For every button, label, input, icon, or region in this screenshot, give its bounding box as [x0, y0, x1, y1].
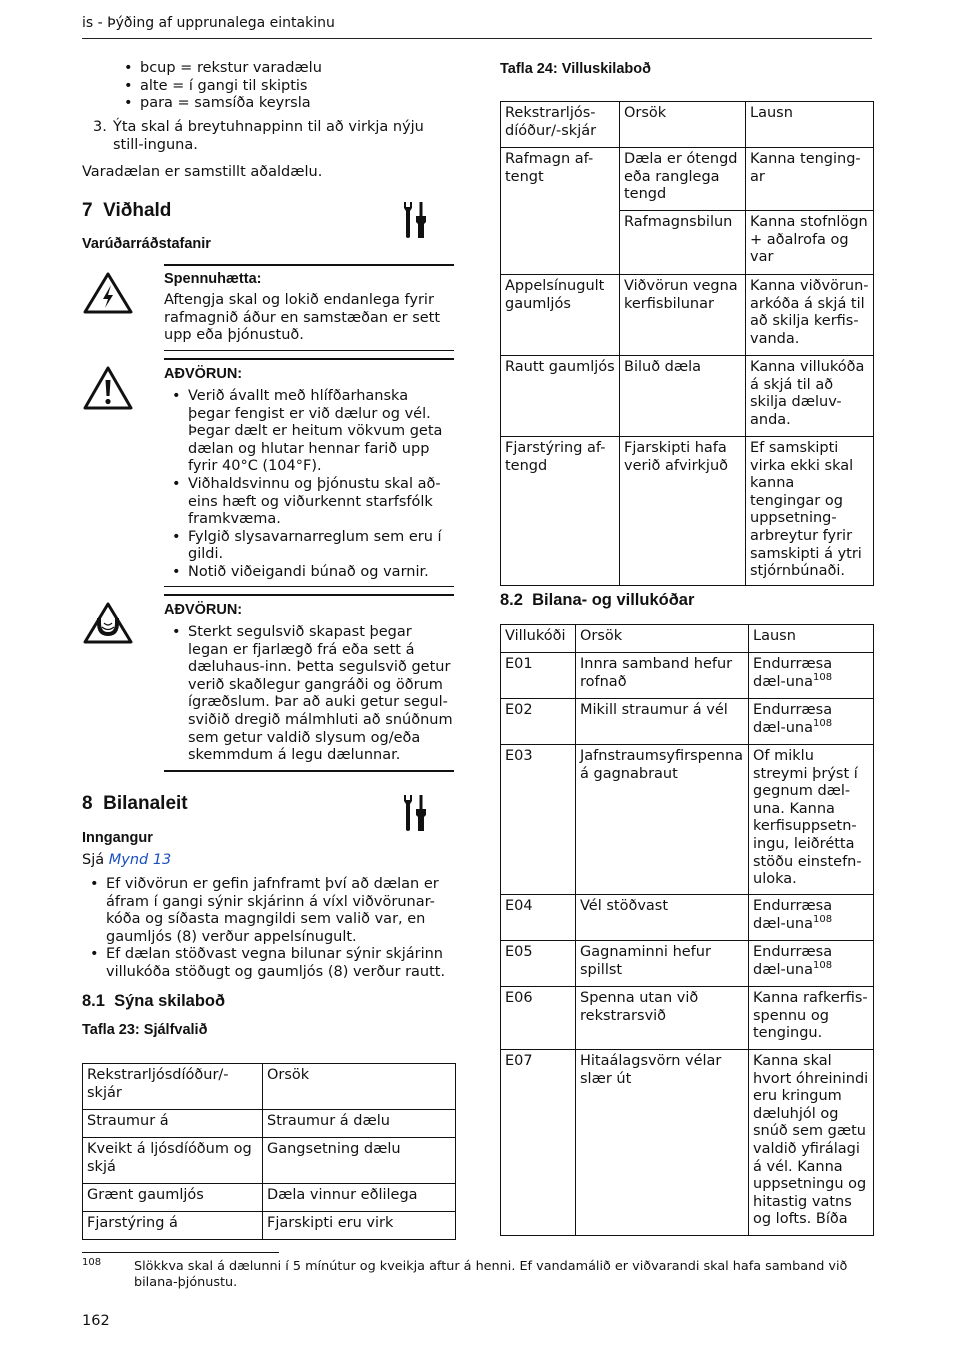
solution-text: Endurræsa dæl-una — [753, 656, 833, 690]
section-title: Bilana- og villukóðar — [532, 591, 695, 609]
mode-term: alte — [140, 77, 168, 94]
table-row — [83, 1138, 456, 1184]
subsection-title: Inngangur — [82, 830, 153, 846]
mode-desc: = samsíða keyrsla — [172, 95, 311, 112]
table-cell: Fjarskipti hafa verið afvirkjuð — [620, 437, 746, 586]
footnote-divider — [82, 1252, 279, 1253]
list-item: • Fylgið slysavarnarreglum sem eru í gildi. — [172, 529, 454, 564]
table-cell: Mikill straumur á vél — [576, 699, 749, 745]
table-cell: Dæla vinnur eðlilega — [263, 1184, 456, 1212]
table-caption: Tafla 23: Sjálfvalið — [82, 1022, 208, 1038]
warning-rule — [164, 358, 454, 360]
subsection-title: Varúðarráðstafanir — [82, 236, 211, 252]
table-cell: Biluð dæla — [620, 356, 746, 437]
step-text: Ýta skal á breytuhnappinn til að virkja nýju still-inguna. — [113, 119, 424, 153]
table-24 — [500, 101, 874, 586]
table-cell: Fjarskipti eru virk — [263, 1212, 456, 1240]
table-row — [501, 275, 874, 356]
column-header: Orsök — [263, 1064, 456, 1110]
warning-title: Spennuhætta: — [164, 271, 262, 287]
section-8-1-heading — [82, 992, 225, 1011]
error-code: E06 — [501, 987, 576, 1050]
error-code: E04 — [501, 895, 576, 941]
magnetic-field-warning-icon — [82, 601, 134, 645]
table-cell: Kanna viðvörun-arkóða á skjá til að skilja kerfis-vanda. — [746, 275, 874, 356]
warning-title: AÐVÖRUN: — [164, 366, 243, 382]
table-cell: Straumur á — [83, 1110, 263, 1138]
table-row — [501, 699, 874, 745]
footnote-ref: 108 — [812, 959, 833, 971]
see-reference — [82, 852, 171, 870]
table-row — [501, 437, 874, 586]
error-code: E03 — [501, 745, 576, 895]
table-row — [501, 745, 874, 895]
figure-link[interactable]: Mynd 13 — [108, 852, 172, 868]
section-number: 8.2 — [500, 591, 523, 609]
table-cell: Rautt gaumljós — [501, 356, 620, 437]
table-cell — [749, 653, 874, 699]
warning-rule — [164, 586, 454, 587]
warning-title: AÐVÖRUN: — [164, 602, 243, 618]
table-cell — [749, 699, 874, 745]
page-number: 162 — [82, 1313, 110, 1329]
table-cell: Rafmagn af-tengt — [501, 148, 620, 275]
table-cell: Jafnstraumsyfirspenna á gagnabraut — [576, 745, 749, 895]
running-header: is - Þýðing af upprunalega eintakinu — [82, 15, 335, 31]
step-number: 3. — [93, 119, 107, 135]
footnote-ref: 108 — [812, 717, 833, 729]
table-row — [501, 1050, 874, 1236]
column-header: Rekstrarljós-díóður/-skjár — [501, 102, 620, 148]
table-header-row — [501, 625, 874, 653]
table-cell: Kanna villukóða á skjá til að skilja dæluv-anda. — [746, 356, 874, 437]
table-cell: Dæla er ótengd eða ranglega tengd — [620, 148, 746, 211]
table-row — [501, 653, 874, 699]
error-code: E07 — [501, 1050, 576, 1236]
solution-text: Endurræsa dæl-una — [753, 702, 833, 736]
section-number: 7 — [82, 200, 93, 221]
table-row — [501, 148, 874, 211]
table-row — [501, 895, 874, 941]
warning-list — [172, 624, 454, 765]
table-cell: Fjarstýring á — [83, 1212, 263, 1240]
table-cell — [749, 941, 874, 987]
list-item: • Viðhaldsvinnu og þjónustu skal að-eins hæft og viðurkennt starfsfólk framkvæma. — [172, 476, 454, 529]
table-23 — [82, 1063, 456, 1240]
list-item — [124, 95, 454, 113]
table-cell: Vél stöðvast — [576, 895, 749, 941]
table-cell: Fjarstýring af-tengd — [501, 437, 620, 586]
section-title: Bilanaleit — [103, 793, 188, 814]
column-header: Rekstrarljósdíóður/-skjár — [83, 1064, 263, 1110]
see-prefix: Sjá — [82, 852, 109, 868]
section-8-heading — [82, 793, 188, 815]
warning-rule — [164, 594, 454, 596]
list-item: • Verið ávallt með hlífðarhanska þegar fengist er við dælur og vél. Þegar dælt er heitum vökvum geta dælan og hlutar hennar farið upp fyrir 40°C (104°F). — [172, 388, 454, 476]
column-header: Lausn — [749, 625, 874, 653]
list-item: • Sterkt segulsvið skapast þegar legan er fjarlægð frá eða sett á dæluhaus-inn. Þetta segulsvið getur verið skaðlegur gangráði og öðrum ígræðslum. Þar að auki getur segul-sviðið dregið málmhluti að snúðnum sem getur valdið slysum og/eða skemmdum á legu dælunnar. — [172, 624, 454, 765]
table-cell: Kanna stofnlögn + aðalrofa og var — [746, 211, 874, 275]
table-cell — [749, 895, 874, 941]
table-row — [501, 941, 874, 987]
table-cell: Rafmagnsbilun — [620, 211, 746, 275]
table-row — [83, 1184, 456, 1212]
section-7-heading — [82, 200, 171, 222]
section-number: 8.1 — [82, 992, 105, 1010]
table-row — [83, 1110, 456, 1138]
table-cell: Of miklu streymi þrýst í gegnum dæl-una. Kanna kerfisuppsetn-ingu, leiðrétta stöðu einstefn-uloka. — [749, 745, 874, 895]
table-cell: Gagnaminni hefur spillst — [576, 941, 749, 987]
solution-text: Endurræsa dæl-una — [753, 944, 833, 978]
section-8-2-heading — [500, 591, 694, 610]
sync-note: Varadælan er samstillt aðaldælu. — [82, 164, 323, 180]
warning-rule — [164, 264, 454, 266]
table-cell: Grænt gaumljós — [83, 1184, 263, 1212]
list-item: • Ef dælan stöðvast vegna bilunar sýnir skjárinn villukóða stöðugt og gaumljós (8) verður rautt. — [90, 946, 454, 981]
tools-icon — [401, 200, 429, 240]
table-cell: Straumur á dælu — [263, 1110, 456, 1138]
footnote-number: 108 — [82, 1257, 102, 1268]
table-cell: Kveikt á ljósdíóðum og skjá — [83, 1138, 263, 1184]
error-code: E02 — [501, 699, 576, 745]
warning-text: Aftengja skal og lokið endanlega fyrir rafmagnið áður en samstæðan er sett upp eða þjónustuð. — [164, 292, 441, 344]
table-cell: Hitaálagsvörn vélar slær út — [576, 1050, 749, 1236]
table-cell: Gangsetning dælu — [263, 1138, 456, 1184]
header-divider — [82, 38, 872, 39]
warning-rule — [164, 350, 454, 351]
table-cell: Ef samskipti virka ekki skal kanna tengingar og uppsetning-arbreytur fyrir samskipti á ytri stjórnbúnaði. — [746, 437, 874, 586]
table-header-row — [83, 1064, 456, 1110]
electrical-hazard-icon — [82, 271, 134, 315]
column-header: Orsök — [576, 625, 749, 653]
mode-list — [124, 60, 454, 113]
table-row — [501, 356, 874, 437]
table-row — [83, 1212, 456, 1240]
table-cell: Spenna utan við rekstrarsvið — [576, 987, 749, 1050]
column-header: Villukóði — [501, 625, 576, 653]
list-item: • Notið viðeigandi búnað og varnir. — [172, 564, 454, 582]
mode-desc: = í gangi til skiptis — [167, 77, 308, 94]
column-header: Orsök — [620, 102, 746, 148]
error-code: E05 — [501, 941, 576, 987]
intro-list — [90, 876, 454, 982]
mode-term: bcup — [140, 60, 176, 76]
table-cell: Kanna tenging-ar — [746, 148, 874, 211]
table-cell: Innra samband hefur rofnað — [576, 653, 749, 699]
footnote-ref: 108 — [812, 671, 833, 683]
section-number: 8 — [82, 793, 93, 814]
list-item — [124, 60, 454, 78]
solution-text: Endurræsa dæl-una — [753, 898, 833, 932]
table-caption: Tafla 24: Villuskilaboð — [500, 61, 651, 77]
table-cell: Kanna skal hvort óhreinindi eru kringum dæluhjól og snúð sem gætu valdið yfirálagi á vél. Kanna uppsetningu og hitastig vatns og lofts. Bíða — [749, 1050, 874, 1236]
section-title: Viðhald — [103, 200, 172, 221]
list-item — [124, 78, 454, 96]
mode-term: para — [140, 95, 173, 112]
footnote-ref: 108 — [812, 913, 833, 925]
table-row — [501, 987, 874, 1050]
column-header: Lausn — [746, 102, 874, 148]
error-code: E01 — [501, 653, 576, 699]
tools-icon — [401, 793, 429, 833]
list-item: • Ef viðvörun er gefin jafnframt því að dælan er áfram í gangi sýnir skjárinn á víxl viðvörunar-kóða og síðasta magngildi sem valið var, en gaumljós (8) verður appelsínugult. — [90, 876, 454, 946]
mode-desc: = rekstur varadælu — [175, 60, 322, 76]
warning-rule — [164, 770, 454, 772]
section-title: Sýna skilaboð — [114, 992, 226, 1010]
table-cell: Viðvörun vegna kerfisbilunar — [620, 275, 746, 356]
table-header-row — [501, 102, 874, 148]
general-warning-icon — [82, 365, 134, 411]
warning-list — [172, 388, 454, 582]
table-cell: Kanna rafkerfis-spennu og tengingu. — [749, 987, 874, 1050]
error-code-table — [500, 624, 874, 1236]
table-cell: Appelsínugult gaumljós — [501, 275, 620, 356]
footnote-text: Slökkva skal á dælunni í 5 mínútur og kveikja aftur á henni. Ef vandamálið er viðvarandi skal hafa samband við bilana-þjónustu. — [134, 1259, 848, 1290]
